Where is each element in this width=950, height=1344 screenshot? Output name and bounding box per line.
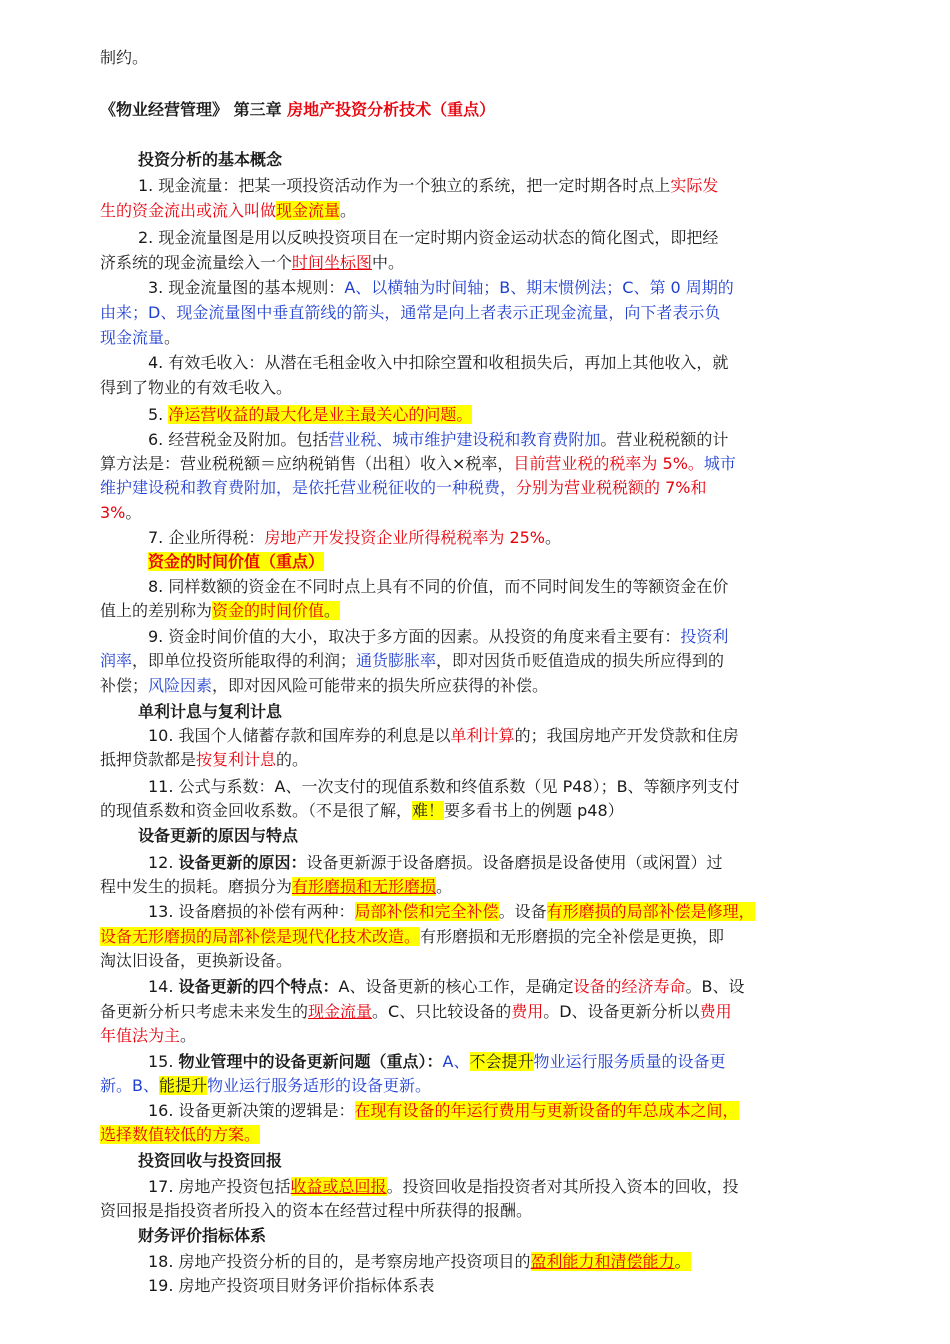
text-segment: 生的资金流出或流入叫做 (100, 201, 277, 220)
text-segment: 物业运行服务质量的设备更 (533, 1052, 726, 1071)
text-line (0, 1074, 950, 1098)
text-segment: 通货膨胀率 (356, 651, 437, 670)
text-segment: 收益或总回报 (290, 1177, 387, 1196)
text-line (0, 975, 950, 999)
text-line (0, 326, 950, 350)
text-segment: A、 (442, 1052, 470, 1071)
text-segment: 投资分析的基本概念 (138, 150, 283, 169)
text-line (0, 724, 950, 748)
text-segment: 4. 有效毛收入：从潜在毛租金收入中扣除空置和收租损失后，再加上其他收入，就 (148, 353, 729, 372)
text-line (0, 1149, 950, 1173)
text-segment: 济系统的现金流量绘入一个 (100, 253, 293, 272)
text-segment: 的；我国房地产开发贷款和住房 (514, 726, 739, 745)
text-segment: 17. 房地产投资包括 (148, 1177, 291, 1196)
text-segment: 19. 房地产投资项目财务评价指标体系表 (148, 1276, 435, 1295)
text-segment: 1. 现金流量：把某一项投资活动作为一个独立的系统，把一定时期各时点上 (138, 176, 671, 195)
text-line (0, 1199, 950, 1223)
text-segment: 2. 现金流量图是用以反映投资项目在一定时期内资金运动状态的简化图式，即把经 (138, 228, 719, 247)
text-segment: 《物业经营管理》 第三章 (100, 100, 288, 119)
text-line (0, 1224, 950, 1248)
text-segment: 8. 同样数额的资金在不同时点上具有不同的价值，而不同时间发生的等额资金在价 (148, 577, 729, 596)
text-segment: 设备更新的四个特点： (178, 977, 339, 996)
text-line (0, 851, 950, 875)
text-segment: 。B、设 (685, 977, 745, 996)
text-line (0, 501, 950, 525)
text-segment: 分别为营业税税额的 7%和 (516, 478, 707, 497)
text-segment: 。C、只比较设备的 (372, 1002, 512, 1021)
text-segment: 润率 (100, 651, 133, 670)
text-line (0, 376, 950, 400)
text-segment: 算方法是：营业税税额＝应纳税销售（出租）收入×税率， (100, 454, 514, 473)
text-line (0, 403, 950, 427)
text-line (0, 550, 950, 574)
text-segment: 不会提升 (469, 1052, 534, 1071)
text-segment: 15. (148, 1052, 179, 1071)
text-segment: 备更新分析只考虑未来发生的 (100, 1002, 309, 1021)
text-segment: 城市 (703, 454, 736, 473)
text-segment: 时间坐标图 (292, 253, 373, 272)
text-segment: 现金流量 (276, 201, 341, 220)
text-segment: ，即对因货币贬值造成的损失所应得到的 (436, 651, 725, 670)
text-segment: 单利计息与复利计息 (138, 702, 283, 721)
text-line (0, 1000, 950, 1024)
text-line (0, 276, 950, 300)
text-segment: 。D、设备更新分析以 (543, 1002, 700, 1021)
text-line (0, 775, 950, 799)
text-segment: 实际发 (670, 176, 719, 195)
text-segment: 营业税、城市维护建设税和教育费附加 (328, 430, 601, 449)
text-line (0, 301, 950, 325)
text-segment: 。 (164, 328, 181, 347)
text-segment: 程中发生的损耗。磨损分为 (100, 877, 293, 896)
text-segment: 设备更新的原因与特点 (138, 826, 299, 845)
text-segment: 18. 房地产投资分析的目的，是考察房地产投资项目的 (148, 1252, 531, 1271)
text-segment: 16. 设备更新决策的逻辑是： (148, 1101, 355, 1120)
text-segment: 有形磨损的局部补偿是修理， (546, 902, 755, 921)
text-segment: 。 (545, 528, 562, 547)
text-line (0, 1024, 950, 1048)
text-segment: 盈利能力和清偿能力 (530, 1252, 675, 1271)
text-line (0, 875, 950, 899)
text-line (0, 1050, 950, 1074)
text-line (0, 649, 950, 673)
text-line (0, 476, 950, 500)
text-segment: 有形磨损和无形磨损的完全补偿是更换，即 (420, 927, 725, 946)
text-segment: 3% (100, 503, 126, 522)
text-segment: 净运营收益的最大化是业主最关心的问题。 (168, 405, 473, 424)
text-segment: 。 (436, 877, 453, 896)
text-segment: 现金流量 (308, 1002, 373, 1021)
text-line (0, 428, 950, 452)
text-segment: 设备更新源于设备磨损。设备磨损是设备使用（或闲置）过 (306, 853, 723, 872)
text-line (0, 799, 950, 823)
text-segment: 补偿； (100, 676, 149, 695)
text-segment: 现金流量 (100, 328, 165, 347)
text-segment: 。 (687, 454, 704, 473)
text-line (0, 1250, 950, 1274)
text-segment: 目前营业税的税率为 5% (513, 454, 688, 473)
text-line (0, 1123, 950, 1147)
text-segment: 淘汰旧设备，更换新设备。 (100, 951, 293, 970)
text-line (0, 526, 950, 550)
text-segment: 9. 资金时间价值的大小，取决于多方面的因素。从投资的角度来看主要有： (148, 627, 681, 646)
text-segment: 的现值系数和资金回收系数。（不是很了解， (100, 801, 413, 820)
text-segment: 。 (674, 1252, 691, 1271)
text-segment: 在现有设备的年运行费用与更新设备的年总成本之间， (354, 1101, 739, 1120)
text-line (0, 148, 950, 172)
text-line (0, 674, 950, 698)
text-segment: 14. (148, 977, 179, 996)
text-line (0, 174, 950, 198)
text-segment: 。投资回收是指投资者对其所投入资本的回收，投 (386, 1177, 739, 1196)
text-segment: 能提升 (158, 1076, 207, 1095)
text-segment: ，即对因风险可能带来的损失所应获得的补偿。 (212, 676, 549, 695)
text-segment: 10. 我国个人储蓄存款和国库券的利息是以 (148, 726, 451, 745)
text-segment: 值上的差别称为 (100, 601, 213, 620)
text-line (0, 452, 950, 476)
text-line (0, 575, 950, 599)
text-segment: 抵押贷款都是 (100, 750, 197, 769)
text-segment: 。 (180, 1026, 197, 1045)
text-segment: 资回报是指投资者所投入的资本在经营过程中所获得的报酬。 (100, 1201, 533, 1220)
text-segment: 费用 (699, 1002, 732, 1021)
text-segment: 维护建设税和教育费附加，是依托营业税征收的一种税费， (100, 478, 517, 497)
text-segment: 。设备 (498, 902, 547, 921)
text-segment: 设备的经济寿命 (573, 977, 686, 996)
text-segment: 7. 企业所得税： (148, 528, 265, 547)
text-segment: 资金的时间价值（重点） (148, 552, 325, 571)
text-segment: 选择数值较低的方案。 (100, 1125, 261, 1144)
text-line (0, 700, 950, 724)
text-segment: 得到了物业的有效毛收入。 (100, 378, 293, 397)
text-segment: 有形磨损和无形磨损 (292, 877, 437, 896)
text-segment: 3. 现金流量图的基本规则： (148, 278, 345, 297)
text-segment: 。营业税税额的计 (600, 430, 729, 449)
text-segment: 制约。 (100, 48, 149, 67)
text-segment: 6. 经营税金及附加。包括 (148, 430, 329, 449)
text-segment: 房地产投资分析技术（重点） (287, 100, 496, 119)
text-segment: 。 (324, 601, 341, 620)
text-line (0, 251, 950, 275)
text-line (0, 1175, 950, 1199)
text-segment: 13. 设备磨损的补偿有两种： (148, 902, 355, 921)
text-segment: 物业管理中的设备更新问题（重点）： (178, 1052, 443, 1071)
text-line (0, 949, 950, 973)
text-segment: 。 (125, 503, 142, 522)
text-segment: 11. 公式与系数：A、一次支付的现值系数和终值系数（见 P48）；B、等额序列支付 (148, 777, 740, 796)
text-segment: 中。 (372, 253, 405, 272)
text-segment: 投资回收与投资回报 (138, 1151, 283, 1170)
text-line (0, 199, 950, 223)
text-line (0, 748, 950, 772)
text-line (0, 98, 950, 122)
text-segment: 房地产开发投资企业所得税税率为 25% (264, 528, 546, 547)
text-segment: 由来；D、现金流量图中垂直箭线的箭头， (100, 303, 401, 322)
text-segment: 资金的时间价值 (212, 601, 325, 620)
text-segment: 费用 (511, 1002, 544, 1021)
text-line (0, 226, 950, 250)
text-segment: 投资利 (680, 627, 729, 646)
text-segment: 的。 (276, 750, 309, 769)
text-segment: A、以横轴为时间轴；B、期末惯例法；C、第 0 周期的 (344, 278, 734, 297)
text-segment: 5. (148, 405, 169, 424)
text-segment: 设备无形磨损的局部补偿是现代化技术改造。 (100, 927, 421, 946)
text-line (0, 925, 950, 949)
text-segment: 新。B、 (100, 1076, 159, 1095)
text-segment: 按复利计息 (196, 750, 277, 769)
text-line (0, 351, 950, 375)
text-segment: 年值法为主 (100, 1026, 181, 1045)
text-segment: 局部补偿和完全补偿 (354, 902, 499, 921)
text-segment: 设备更新的原因： (178, 853, 307, 872)
text-line (0, 1274, 950, 1298)
text-segment: 12. (148, 853, 179, 872)
text-segment: 风险因素 (148, 676, 213, 695)
text-line (0, 900, 950, 924)
text-line (0, 1099, 950, 1123)
text-segment: 。 (340, 201, 357, 220)
text-segment: 单利计算 (450, 726, 515, 745)
text-line (0, 599, 950, 623)
text-segment: A、设备更新的核心工作，是确定 (338, 977, 574, 996)
text-segment: 难！ (412, 801, 445, 820)
text-segment: 财务评价指标体系 (138, 1226, 267, 1245)
text-segment: 物业运行服务适形的设备更新。 (207, 1076, 432, 1095)
text-line (0, 46, 950, 70)
text-segment: 通常是向上者表示正现金流量，向下者表示负 (400, 303, 721, 322)
text-line (0, 824, 950, 848)
text-segment: 要多看书上的例题 p48） (444, 801, 624, 820)
text-line (0, 625, 950, 649)
text-segment: ，即单位投资所能取得的利润； (132, 651, 357, 670)
